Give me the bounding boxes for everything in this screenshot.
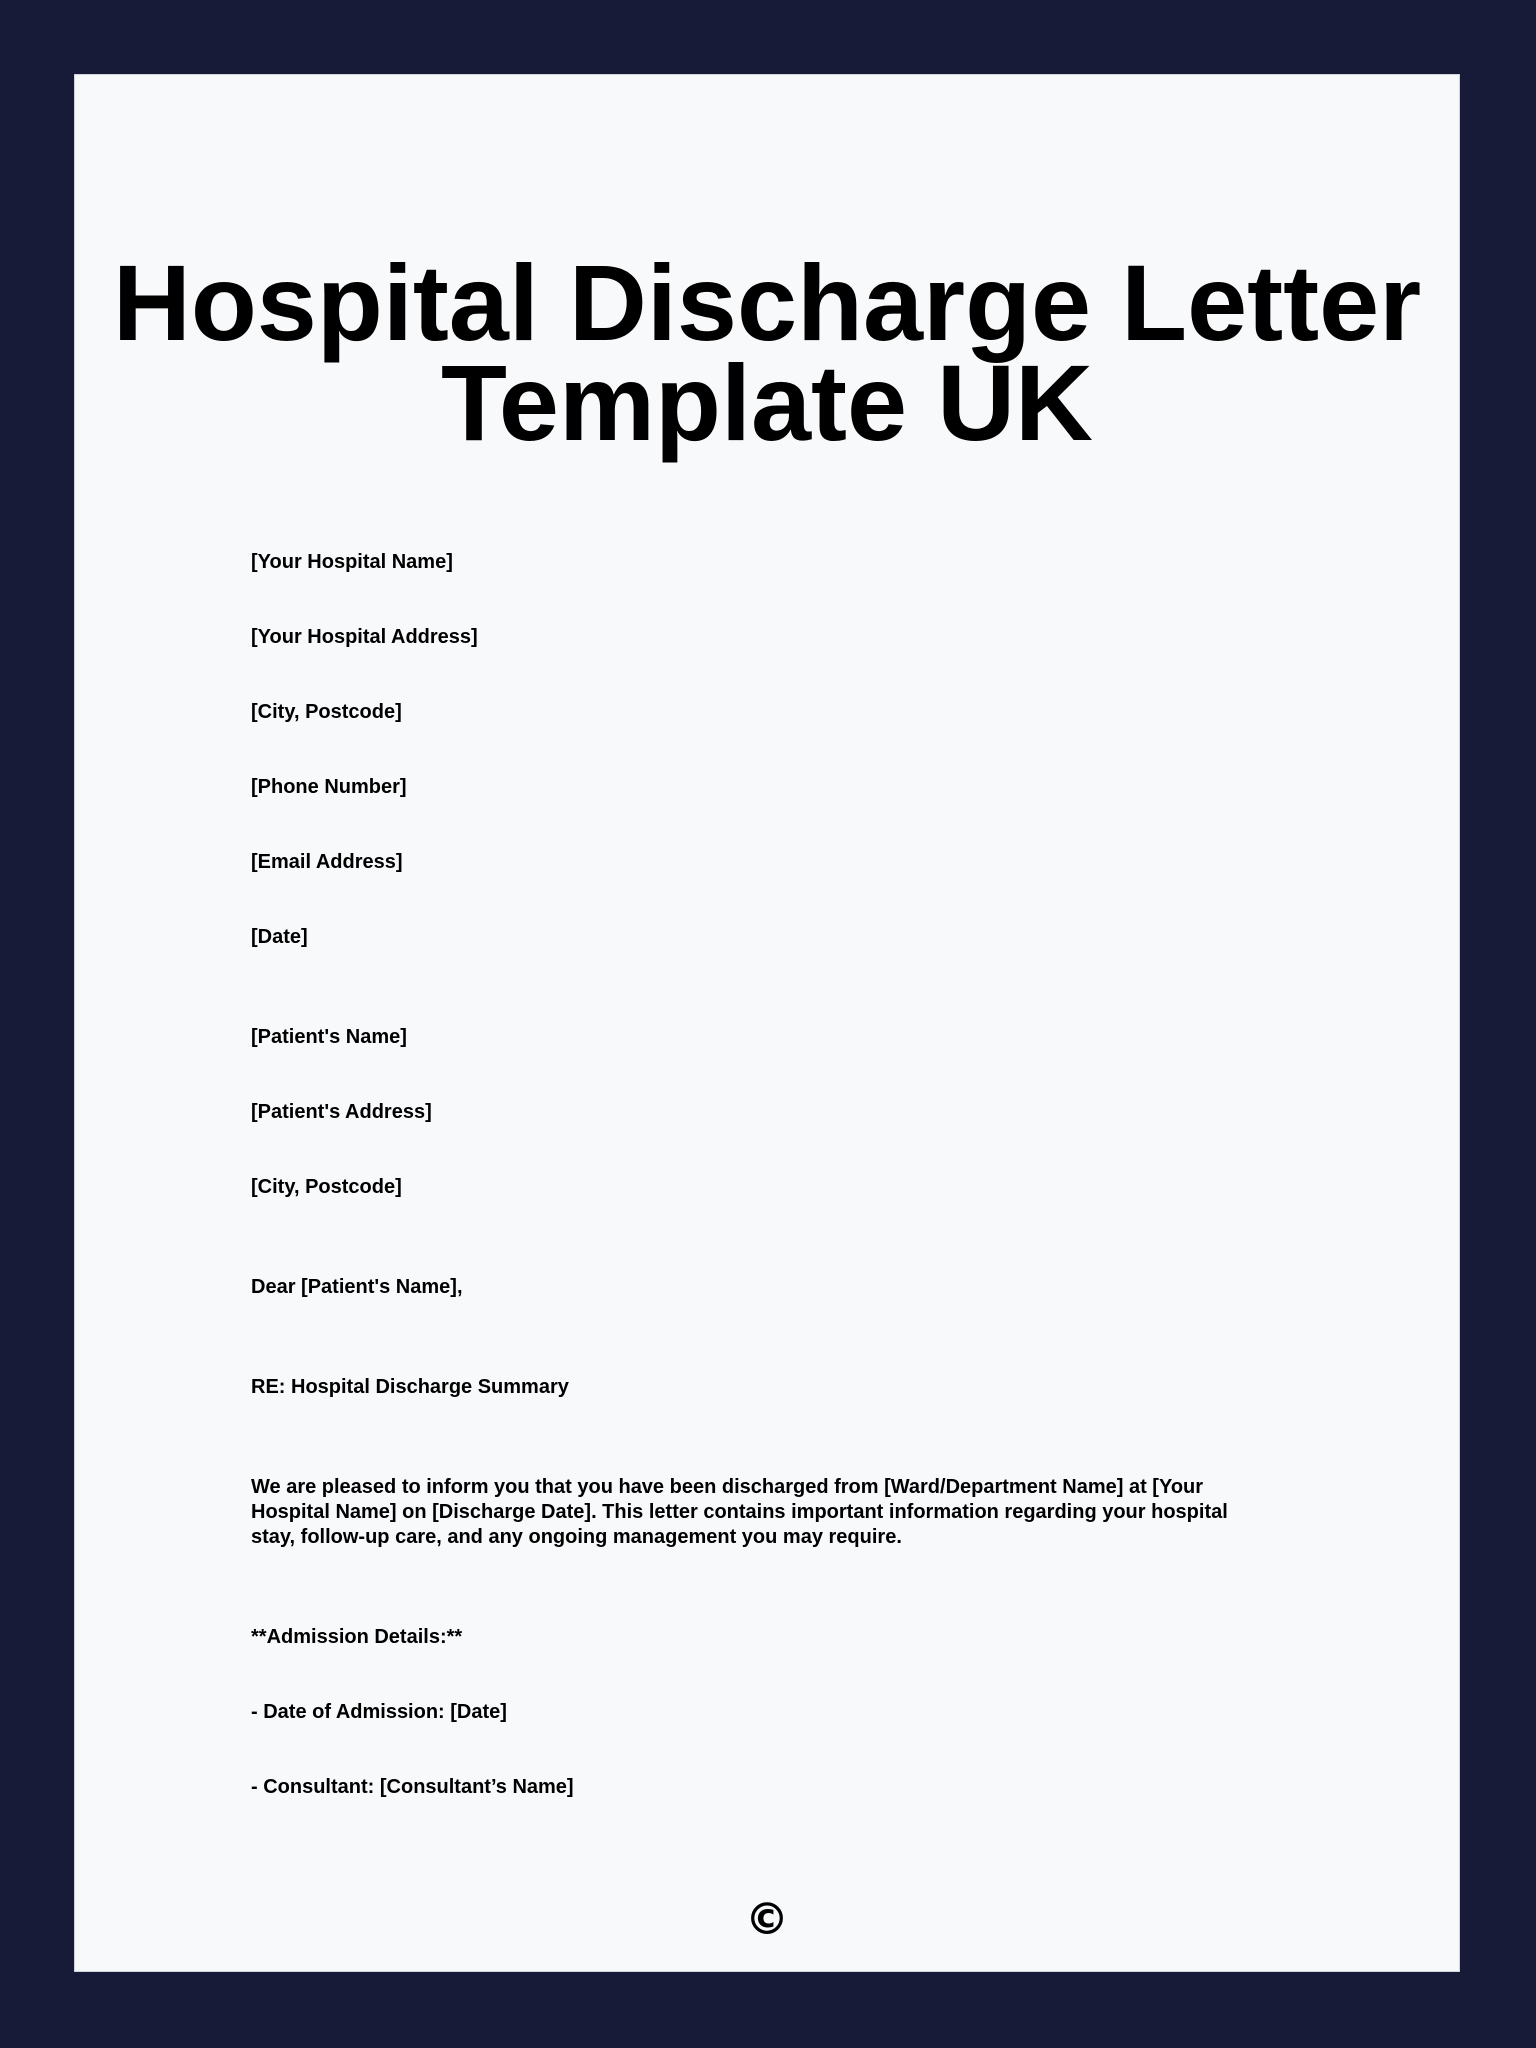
sender-hospital-name: [Your Hospital Name] — [251, 551, 453, 573]
admission-consultant: - Consultant: [Consultant’s Name] — [251, 1776, 574, 1798]
recipient-city-postcode: [City, Postcode] — [251, 1176, 402, 1198]
letter-date: [Date] — [251, 926, 308, 948]
sender-hospital-address: [Your Hospital Address] — [251, 626, 478, 648]
copyright-icon: © — [745, 1894, 789, 1945]
subject-line: RE: Hospital Discharge Summary — [251, 1376, 569, 1398]
recipient-address: [Patient's Address] — [251, 1101, 432, 1123]
salutation: Dear [Patient's Name], — [251, 1276, 463, 1298]
admission-date: - Date of Admission: [Date] — [251, 1701, 507, 1723]
intro-paragraph: We are pleased to inform you that you have been discharged from [Ward/Department Name] at [Your Hospital Name] on [Discharge Date]. This letter contains important information regarding your hospital stay, follow-up care, and any ongoing management you may require. — [251, 1476, 1228, 1548]
recipient-name: [Patient's Name] — [251, 1026, 407, 1048]
sender-phone: [Phone Number] — [251, 776, 407, 798]
page-title: Hospital Discharge Letter Template UK — [112, 242, 1422, 463]
sender-city-postcode: [City, Postcode] — [251, 701, 402, 723]
sender-email: [Email Address] — [251, 851, 403, 873]
admission-heading: **Admission Details:** — [251, 1626, 463, 1648]
letter-page — [74, 74, 1460, 1972]
